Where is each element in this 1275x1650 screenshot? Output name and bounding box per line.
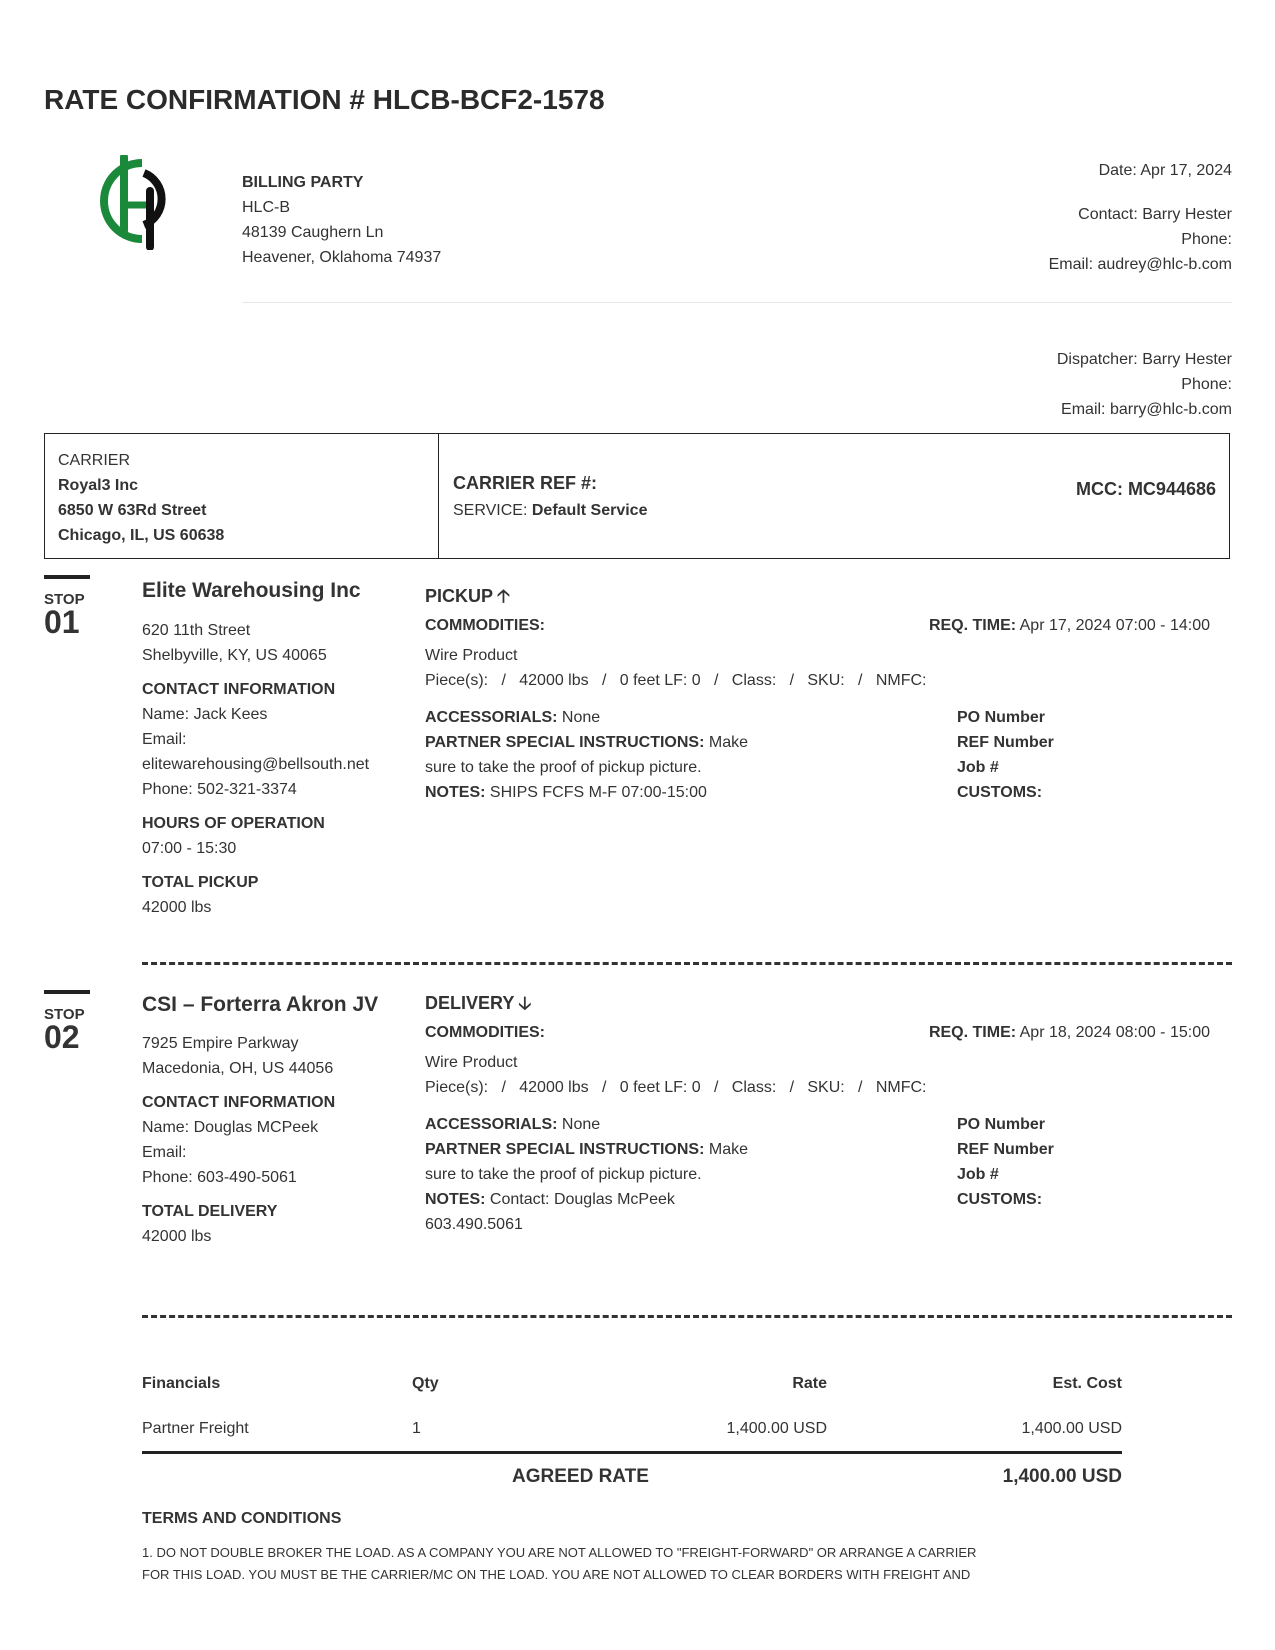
billing-label: BILLING PARTY [242, 174, 364, 191]
stop-label: STOP [44, 1006, 85, 1023]
notes-label: NOTES: [425, 784, 486, 801]
document-meta [1049, 158, 1232, 277]
total-value: 42000 lbs [142, 1228, 212, 1245]
terms-text [142, 1542, 1127, 1586]
commodities-label: COMMODITIES: [425, 1024, 545, 1041]
contact-email-label: Email: [142, 1144, 187, 1161]
stop-marker [44, 575, 90, 641]
billing-party [242, 170, 441, 270]
carrier-address-line2: Chicago, IL, US 60638 [58, 527, 225, 544]
pieces-line: Piece(s): / 42000 lbs / 0 feet LF: 0 / Class: / SKU: / NMFC: [425, 1079, 927, 1096]
ref-number: REF Number [957, 734, 1054, 751]
service-line [453, 502, 647, 520]
req-time-label: REQ. TIME: [928, 617, 1017, 634]
document-title: RATE CONFIRMATION # HLCB-BCF2-1578 [44, 84, 605, 115]
commodity-name: Wire Product [425, 647, 518, 664]
req-time-label: REQ. TIME: [928, 1024, 1017, 1041]
stop-address-line1: 620 11th Street [142, 622, 251, 639]
accessorials-value: None [561, 709, 601, 726]
contact-email: Email: audrey@hlc-b.com [1048, 256, 1232, 273]
stop-address-line2: Shelbyville, KY, US 40065 [142, 647, 327, 664]
instructions-label: PARTNER SPECIAL INSTRUCTIONS: [425, 734, 705, 751]
ref-number: REF Number [957, 1141, 1054, 1158]
stop-divider [142, 962, 1232, 965]
reference-fields [957, 1112, 1054, 1212]
agreed-rate-label: AGREED RATE [512, 1466, 649, 1487]
commodities-label: COMMODITIES: [425, 617, 545, 634]
line-item-qty: 1 [412, 1420, 421, 1437]
stop-number: 02 [44, 1019, 80, 1055]
line-item-rate: 1,400.00 USD [726, 1420, 827, 1437]
instructions-line2: sure to take the proof of pickup picture. [425, 759, 702, 776]
dispatcher-info [1057, 347, 1232, 422]
stop-location [142, 988, 382, 1249]
stop-bar [44, 575, 90, 579]
qty-header: Qty [412, 1375, 439, 1392]
notes-label: NOTES: [425, 1191, 486, 1208]
stop-bar [44, 990, 90, 994]
stop-divider [142, 1315, 1232, 1318]
service-value: Default Service [531, 502, 648, 519]
customs: CUSTOMS: [957, 784, 1043, 801]
total-title: TOTAL PICKUP [142, 874, 259, 891]
cost-header: Est. Cost [1052, 1375, 1122, 1392]
billing-address-line2: Heavener, Oklahoma 74937 [242, 249, 442, 266]
stop-name: Elite Warehousing Inc [142, 579, 361, 602]
notes-line1: SHIPS FCFS M-F 07:00-15:00 [489, 784, 707, 801]
instructions-label: PARTNER SPECIAL INSTRUCTIONS: [425, 1141, 705, 1158]
line-item-cost: 1,400.00 USD [1021, 1420, 1122, 1437]
dispatcher-name: Dispatcher: Barry Hester [1056, 351, 1232, 368]
po-number: PO Number [957, 709, 1046, 726]
header-divider [242, 302, 1232, 303]
terms-line2: FOR THIS LOAD. YOU MUST BE THE CARRIER/MC ON THE LOAD. YOU ARE NOT ALLOWED TO CLEAR BORDERS WITH FREIGHT AND [142, 1567, 971, 1582]
arrow-up-icon: 🡡 [497, 586, 510, 606]
total-title: TOTAL DELIVERY [142, 1203, 278, 1220]
dispatcher-phone: Phone: [1181, 376, 1232, 393]
stop-label: STOP [44, 591, 85, 608]
arrow-down-icon: 🡣 [518, 993, 532, 1013]
stop-address-line2: Macedonia, OH, US 44056 [142, 1060, 334, 1077]
accessorials-label: ACCESSORIALS: [425, 709, 558, 726]
contact-name: Contact: Barry Hester [1078, 206, 1232, 223]
notes-line1: Contact: Douglas McPeek [489, 1191, 675, 1208]
contact-title: CONTACT INFORMATION [142, 681, 336, 698]
billing-address-line1: 48139 Caughern Ln [242, 224, 384, 241]
hlc-b-logo-icon [100, 155, 180, 250]
req-time [929, 613, 1210, 638]
req-time-value: Apr 17, 2024 07:00 - 14:00 [1019, 617, 1210, 634]
stop-location [142, 574, 382, 920]
stop-marker [44, 990, 90, 1056]
rate-header: Rate [792, 1375, 827, 1392]
accessorials-value: None [561, 1116, 601, 1133]
job-number: Job # [957, 1166, 999, 1183]
job-number: Job # [957, 759, 999, 776]
stop-instructions [425, 705, 795, 805]
billing-name: HLC-B [242, 199, 291, 216]
contact-phone: Phone: 502-321-3374 [142, 781, 297, 798]
agreed-rate-value: 1,400.00 USD [1002, 1466, 1122, 1487]
stop-number: 01 [44, 604, 80, 640]
contact-phone: Phone: [1181, 231, 1232, 248]
hours-title: HOURS OF OPERATION [142, 815, 325, 832]
carrier-name: Royal3 Inc [58, 477, 139, 494]
carrier-address-line1: 6850 W 63Rd Street [58, 502, 207, 519]
carrier-label: CARRIER [58, 452, 131, 469]
carrier-ref-label: CARRIER REF #: [453, 473, 598, 493]
dispatcher-email: Email: barry@hlc-b.com [1061, 401, 1232, 418]
service-label: SERVICE: [453, 502, 528, 519]
instructions-line2: sure to take the proof of pickup picture. [425, 1166, 702, 1183]
carrier-box [44, 433, 1230, 559]
po-number: PO Number [957, 1116, 1046, 1133]
stop-address-line1: 7925 Empire Parkway [142, 1035, 299, 1052]
contact-name: Name: Douglas MCPeek [142, 1119, 319, 1136]
mcc-number: MCC: MC944686 [1075, 479, 1216, 499]
company-logo [100, 155, 180, 250]
notes-line2: 603.490.5061 [425, 1216, 523, 1233]
terms-line1: 1. DO NOT DOUBLE BROKER THE LOAD. AS A COMPANY YOU ARE NOT ALLOWED TO "FREIGHT-FORWARD" OR ARRANGE A CARRIER [142, 1545, 977, 1560]
carrier-details [45, 434, 439, 558]
line-item-name: Partner Freight [142, 1420, 249, 1437]
reference-fields [957, 705, 1054, 805]
contact-email: elitewarehousing@bellsouth.net [142, 756, 370, 773]
total-rule [142, 1451, 1122, 1454]
document-date: Date: Apr 17, 2024 [1098, 162, 1232, 179]
stop-instructions [425, 1112, 795, 1237]
contact-title: CONTACT INFORMATION [142, 1094, 336, 1111]
pieces-line: Piece(s): / 42000 lbs / 0 feet LF: 0 / Class: / SKU: / NMFC: [425, 672, 927, 689]
commodity-name: Wire Product [425, 1054, 518, 1071]
accessorials-label: ACCESSORIALS: [425, 1116, 558, 1133]
total-value: 42000 lbs [142, 899, 212, 916]
stop-type [425, 584, 510, 614]
hours-value: 07:00 - 15:30 [142, 840, 237, 857]
req-time [929, 1020, 1210, 1045]
contact-name: Name: Jack Kees [142, 706, 268, 723]
contact-email-label: Email: [142, 731, 187, 748]
financials-table [142, 1375, 1122, 1485]
terms-title: TERMS AND CONDITIONS [142, 1510, 342, 1527]
financials-header: Financials [142, 1375, 221, 1392]
instructions-line1: Make [708, 1141, 748, 1158]
req-time-value: Apr 18, 2024 08:00 - 15:00 [1019, 1024, 1210, 1041]
customs: CUSTOMS: [957, 1191, 1043, 1208]
contact-phone: Phone: 603-490-5061 [142, 1169, 297, 1186]
stop-type-label: PICKUP [425, 586, 494, 606]
stop-type-label: DELIVERY [425, 993, 515, 1013]
stop-name: CSI – Forterra Akron JV [142, 993, 379, 1016]
stop-type [425, 991, 531, 1021]
instructions-line1: Make [708, 734, 748, 751]
